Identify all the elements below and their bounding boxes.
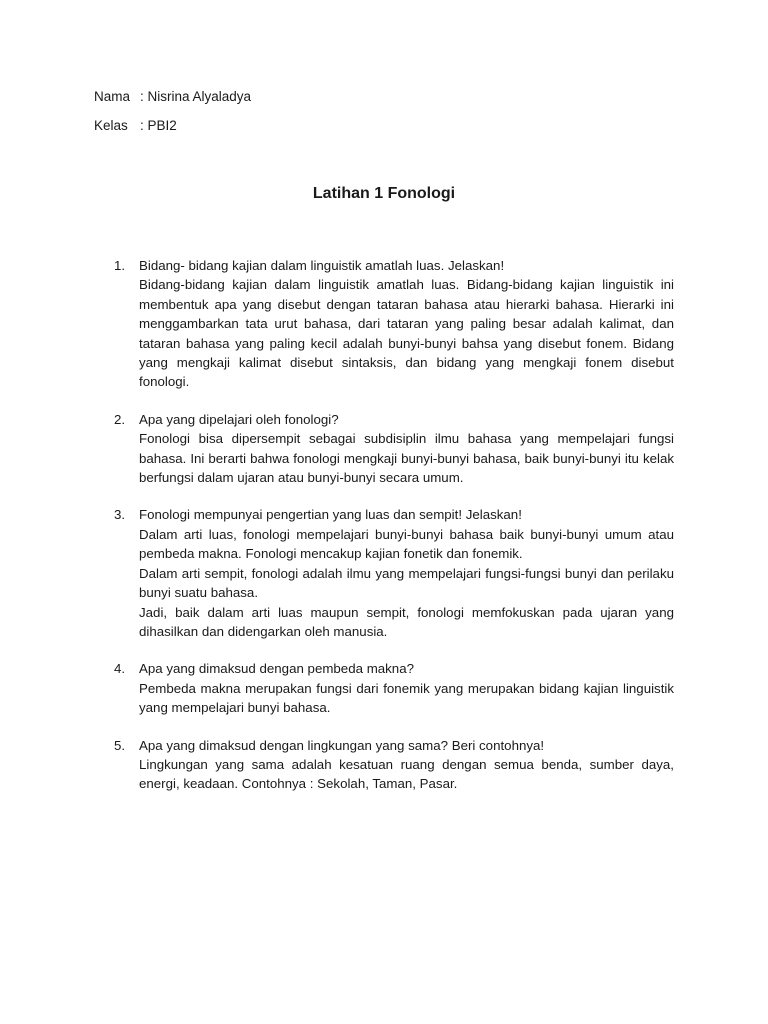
class-label: Kelas [94,118,128,133]
question-item [114,410,674,488]
student-class-line [94,117,177,135]
question-text: Bidang- bidang kajian dalam linguistik amatlah luas. Jelaskan! [139,258,505,273]
answer-paragraph: Lingkungan yang sama adalah kesatuan ruang dengan semua benda, sumber daya, energi, keadaan. Contohnya : Sekolah, Taman, Pasar. [139,756,674,792]
answer-paragraph: Dalam arti luas, fonologi mempelajari bunyi-bunyi bahasa baik bunyi-bunyi umum atau pembeda makna. Fonologi mencakup kajian fonetik dan fonemik. [139,526,674,562]
class-value: : PBI2 [140,118,177,133]
question-item [114,256,674,392]
question-text: Apa yang dipelajari oleh fonologi? [139,411,339,427]
question-number: 4. [114,661,126,677]
answer-paragraph: Bidang-bidang kajian dalam linguistik amatlah luas. Bidang-bidang kajian linguistik ini membentuk apa yang disebut dengan tataran bahasa atau hierarki bahasa. Hierarki ini menggambarkan tata urut bahasa, dari tataran yang paling besar adalah kalimat, dan tataran bahasa yang paling kecil adalah bunyi-bunyi bahsa yang disebut fonem. Bidang yang mengkaji kalimat disebut sintaksis, dan bidang yang mengkaji fonem disebut fonologi. [139,277,674,390]
question-list [114,256,674,812]
question-number: 3. [114,507,126,523]
answer-paragraph: Dalam arti sempit, fonologi adalah ilmu yang mempelajari fungsi-fungsi bunyi dan perilaku bunyi suatu bahasa. [139,565,674,601]
name-value: : Nisrina Alyaladya [140,89,252,104]
answer-paragraph: Jadi, baik dalam arti luas maupun sempit, fonologi memfokuskan pada ujaran yang dihasilkan dan didengarkan oleh manusia. [139,604,674,639]
question-number: 5. [114,737,126,753]
question-item [114,736,674,794]
question-number: 2. [114,411,126,427]
question-text: Apa yang dimaksud dengan lingkungan yang sama? Beri contohnya! [139,737,545,753]
question-text: Fonologi mempunyai pengertian yang luas dan sempit! Jelaskan! [139,507,522,523]
answer-paragraph: Fonologi bisa dipersempit sebagai subdisiplin ilmu bahasa yang mempelajari fungsi bahasa. Ini berarti bahwa fonologi mengkaji bunyi-bunyi bahasa, baik bunyi-bunyi itu kelak berfungsi dalam ujaran atau bunyi-bunyi secara umum. [139,431,674,486]
student-name-line [94,88,251,106]
question-item [114,659,674,717]
question-item [114,505,674,641]
answer-paragraph: Pembeda makna merupakan fungsi dari fonemik yang merupakan bidang kajian linguistik yang mempelajari bunyi bahasa. [139,680,674,716]
document-title: Latihan 1 Fonologi [312,185,456,202]
question-number: 1. [114,258,126,273]
name-label: Nama [94,89,131,104]
question-text: Apa yang dimaksud dengan pembeda makna? [139,661,414,677]
